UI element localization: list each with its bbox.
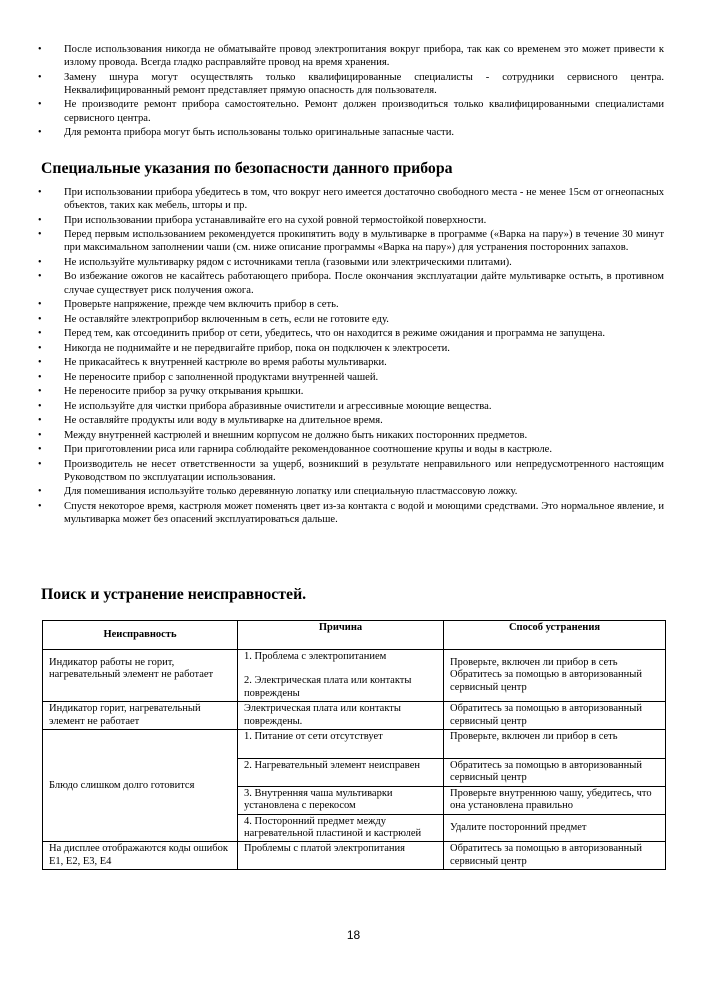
bullet-icon: • bbox=[38, 229, 42, 241]
fix-cell: Удалите посторонний предмет bbox=[444, 814, 666, 842]
bullet-icon: • bbox=[38, 271, 42, 283]
bullet-icon: • bbox=[38, 313, 42, 325]
cause-cell: 3. Внутренняя чаша мультиварки установлена с перекосом bbox=[238, 786, 444, 814]
bullet-icon: • bbox=[38, 500, 42, 512]
list-item: • Для помешивания используйте только деревянную лопатку или специальную пластмассовую ложку. bbox=[38, 486, 518, 498]
bullet-icon: • bbox=[38, 44, 42, 55]
bullet-icon: • bbox=[38, 127, 42, 139]
fix-cell: Обратитесь за помощью в авторизованный сервисный центр bbox=[444, 759, 666, 787]
list-item: • Не прикасайтесь к внутренней кастрюле во время работы мультиварки. bbox=[38, 357, 387, 369]
list-item: • Проверьте напряжение, прежде чем включить прибор в сеть. bbox=[38, 299, 339, 311]
bullet-icon: • bbox=[38, 386, 42, 398]
column-header-cause: Причина bbox=[238, 621, 444, 650]
safety-heading: Специальные указания по безопасности данного прибора bbox=[41, 160, 453, 177]
list-item: • Производитель не несет ответственности за ущерб, возникший в результате неправильного или непредусмотренного настоящим Руководством по эксплуатации использования. bbox=[38, 458, 664, 483]
cause-cell: Электрическая плата или контакты повреждены. bbox=[238, 702, 444, 730]
fix-cell: Обратитесь за помощью в авторизованный сервисный центр bbox=[444, 702, 666, 730]
table-header-row bbox=[43, 621, 666, 650]
table-row bbox=[43, 702, 666, 730]
fix-cell: Обратитесь за помощью в авторизованный сервисный центр bbox=[444, 842, 666, 870]
list-item: • Никогда не поднимайте и не передвигайте прибор, пока он подключен к электросети. bbox=[38, 342, 450, 354]
bullet-icon: • bbox=[38, 342, 42, 354]
list-item: • Спустя некоторое время, кастрюля может поменять цвет из-за контакта с водой и моющими средствами. Это нормальное явление, и мультиварка может без опасений эксплуатироваться дальше. bbox=[38, 500, 664, 526]
table-row bbox=[43, 730, 666, 759]
page-number: 18 bbox=[346, 928, 361, 942]
bullet-icon: • bbox=[38, 99, 42, 111]
list-item: • Во избежание ожогов не касайтесь работающего прибора. После окончания эксплуатации дайте мультиварке остыть, в противном случае существует риск получения ожога. bbox=[38, 271, 664, 296]
fix-text: Проверьте, включен ли прибор в сеть bbox=[450, 657, 618, 668]
list-item: • Не используйте для чистки прибора абразивные очистители и агрессивные моющие вещества. bbox=[38, 400, 492, 412]
column-header-fix: Способ устранения bbox=[444, 621, 666, 650]
table-row bbox=[43, 842, 666, 870]
fault-cell: Блюдо слишком долго готовится bbox=[43, 730, 238, 842]
cause-cell: 4. Посторонний предмет между нагревательной пластиной и кастрюлей bbox=[238, 814, 444, 842]
list-item: • При использовании прибора убедитесь в том, что вокруг него имеется достаточно свободного места - не менее 15см от огнеопасных объектов, таких как мебель, шторы и пр. bbox=[38, 187, 664, 212]
list-item: • Замену шнура могут осуществлять только квалифицированные специалисты - сотрудники сервисного центра. Неквалифицированный ремонт представляет прямую опасность для пользователя. bbox=[38, 71, 664, 96]
bullet-icon: • bbox=[38, 187, 42, 198]
bullet-icon: • bbox=[38, 486, 42, 498]
list-item: • Для ремонта прибора могут быть использованы только оригинальные запасные части. bbox=[38, 127, 455, 139]
bullet-icon: • bbox=[38, 214, 42, 226]
bullet-icon: • bbox=[38, 415, 42, 427]
cause-text: 2. Электрическая плата или контакты повреждены bbox=[244, 675, 412, 699]
list-item: • Не переносите прибор с заполненной продуктами внутренней чашей. bbox=[38, 371, 379, 383]
fix-cell: Проверьте, включен ли прибор в сеть bbox=[444, 730, 666, 759]
bullet-icon: • bbox=[38, 458, 42, 470]
bullet-icon: • bbox=[38, 400, 42, 412]
fault-cell: Индикатор работы не горит, нагревательный элемент не работает bbox=[43, 650, 238, 702]
general-precautions-list bbox=[38, 43, 664, 141]
list-item: • При использовании прибора устанавливайте его на сухой ровной термостойкой поверхности. bbox=[38, 214, 487, 226]
fix-cell bbox=[444, 650, 666, 702]
safety-instructions-list bbox=[38, 186, 664, 528]
cause-cell: Проблемы с платой электропитания bbox=[238, 842, 444, 870]
list-item: • Между внутренней кастрюлей и внешним корпусом не должно быть никаких посторонних предметов. bbox=[38, 429, 528, 441]
bullet-icon: • bbox=[38, 71, 42, 83]
fix-text: Обратитесь за помощью в авторизованный сервисный центр bbox=[450, 669, 642, 693]
bullet-icon: • bbox=[38, 429, 42, 441]
bullet-icon: • bbox=[38, 256, 42, 268]
cause-cell: 2. Нагревательный элемент неисправен bbox=[238, 759, 444, 787]
list-item: • Не производите ремонт прибора самостоятельно. Ремонт должен производиться только квалифицированными специалистами сервисного центра. bbox=[38, 99, 664, 124]
troubleshooting-heading: Поиск и устранение неисправностей. bbox=[41, 586, 307, 603]
cause-text: 1. Проблема с электропитанием bbox=[244, 651, 387, 662]
column-header-fault: Неисправность bbox=[43, 621, 238, 650]
cause-cell: 1. Питание от сети отсутствует bbox=[238, 730, 444, 759]
fault-cell: Индикатор горит, нагревательный элемент не работает bbox=[43, 702, 238, 730]
list-item: • Перед первым использованием рекомендуется прокипятить воду в мультиварке в программе («Варка на пару») в течение 30 минут при максимальном заполнении чаши (см. ниже описание программы «Варка на пару») для устранения посторонних запахов. bbox=[38, 229, 664, 254]
cause-cell bbox=[238, 650, 444, 702]
list-item: • Не переносите прибор за ручку открывания крышки. bbox=[38, 386, 304, 398]
list-item: • Не используйте мультиварку рядом с источниками тепла (газовыми или электрическими плитами). bbox=[38, 256, 512, 268]
table-row bbox=[43, 650, 666, 702]
list-item: • При приготовлении риса или гарнира соблюдайте рекомендованное соотношение крупы и воды в кастрюле. bbox=[38, 444, 552, 456]
fault-cell: На дисплее отображаются коды ошибок E1, E2, E3, E4 bbox=[43, 842, 238, 870]
bullet-icon: • bbox=[38, 299, 42, 311]
list-item: • После использования никогда не обматывайте провод электропитания вокруг прибора, так как со временем это может привести к излому провода. Всегда гладко расправляйте провод на время хранения. bbox=[38, 44, 664, 69]
bullet-icon: • bbox=[38, 328, 42, 340]
troubleshooting-table bbox=[42, 620, 666, 870]
list-item: • Перед тем, как отсоединить прибор от сети, убедитесь, что он находится в режиме ожидания и программа не запущена. bbox=[38, 328, 606, 340]
fix-cell: Проверьте внутреннюю чашу, убедитесь, что она установлена правильно bbox=[444, 786, 666, 814]
bullet-icon: • bbox=[38, 357, 42, 369]
bullet-icon: • bbox=[38, 371, 42, 383]
list-item: • Не оставляйте электроприбор включенным в сеть, если не готовите еду. bbox=[38, 313, 389, 325]
bullet-icon: • bbox=[38, 444, 42, 456]
list-item: • Не оставляйте продукты или воду в мультиварке на длительное время. bbox=[38, 415, 383, 427]
